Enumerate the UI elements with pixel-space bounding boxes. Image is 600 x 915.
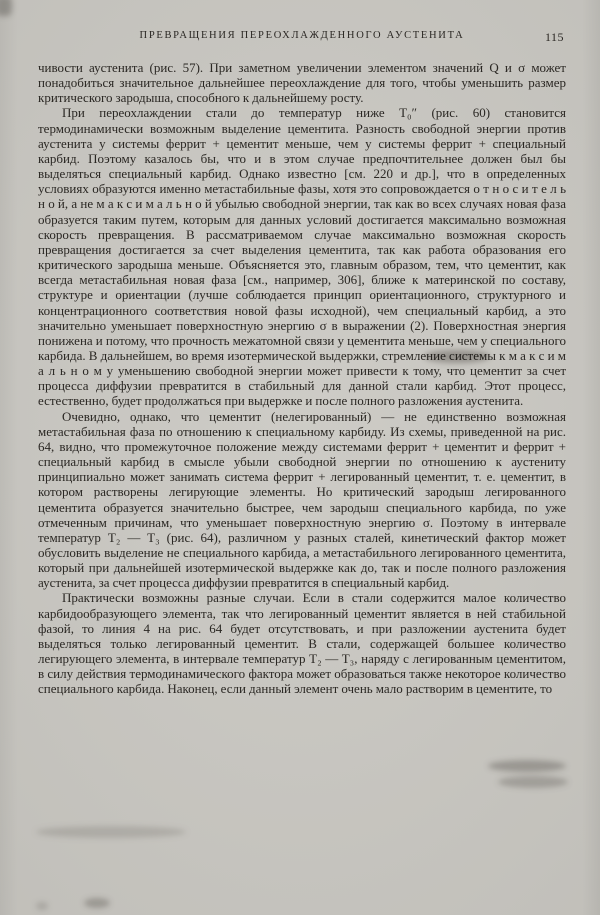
paragraph: Практически возможны разные случаи. Если в стали содержится малое количество карбидообразующего элемента, так что легированный цементит является в ней стабильной фазой, то линия 4 на рис. 64 будет отсутствовать, и при разложении аустенита будет выделяться только легированный цементит. В стали, содержащей большее количество легирующего элемента, в интервале температур T₂ — T₃, наряду с легированным цементитом, в силу действия термодинамического фактора может образоваться также некоторое количество специального карбида. Наконец, если данный элемент очень мало растворим в цементите, то — [38, 590, 566, 697]
paragraph-continuation: чивости аустенита (рис. 57). При заметном увеличении элементом значений Q и σ может понадобиться значительное дальнейшее переохлаждение для того, чтобы уменьшить размер критического зародыша, способного к дальнейшему росту. — [38, 60, 566, 106]
scan-artifact — [0, 0, 12, 16]
body-text — [38, 60, 566, 697]
scan-artifact — [84, 898, 110, 908]
running-head — [38, 30, 566, 46]
scan-artifact — [36, 902, 48, 910]
paragraph: Очевидно, однако, что цементит (нелегированный) — не единственно возможная метастабильная фаза по отношению к специальному карбиду. Из схемы, приведенной на рис. 64, видно, что промежуточное положение между системами феррит + цементит и феррит + специальный карбид в смысле убыли свободной энергии по отношению к аустениту принципиально может занимать система феррит + легированный цементит, т. е. цементит, в котором растворены легирующие элементы. Но критический зародыш легированного цементита образуется значительно быстрее, чем зародыш специального карбида, по уже отмеченным причинам, что уменьшает поверхностную энергию σ. Поэтому в интервале температур T₂ — T₃ (рис. 64), различном у разных сталей, кинетический фактор может обусловить выделение не специального карбида, а метастабильного легированного цементита, который при дальнейшей изотермической выдержке как до, так и после полного разложения аустенита, за счет процесса диффузии превратится в специальный карбид. — [38, 408, 566, 591]
scan-artifact — [498, 776, 568, 788]
running-head-title: ПРЕВРАЩЕНИЯ ПЕРЕОХЛАЖДЕННОГО АУСТЕНИТА — [139, 30, 465, 41]
paragraph: При переохлаждении стали до температур ниже T₀″ (рис. 60) становится термодинамически возможным выделение цементита. Разность свободной энергии против аустенита у системы феррит + цементит меньше, чем у системы феррит + специальный карбид. Поэтому казалось бы, что и в этом случае предпочтительнее должен был бы выделяться специальный карбид. Однако известно [см. 220 и др.], что в определенных условиях образуются именно метастабильные фазы, хотя это сопровождается о т н о с и т е л ь н о й, а не м а к с и м а л ь н о й убылью свободной энергии, так как во всех случаях новая фаза образуется таким путем, которым для данных условий достигается максимально возможная скорость превращения. В рассматриваемом случае максимально возможная скорость превращения достигается за счет выделения цементита, так как работа образования его критического зародыша меньше. Объясняется это, главным образом, тем, что цементит, как всегда метастабильная новая фаза [см., например, 306], ближе к материнской по составу, структуре и ориентации (лучше соблюдается принцип ориентационного, структурного и концентрационного соответствия новой фазы исходной), чем специальный карбид, а это значительно уменьшает поверхностную энергию σ в выражении (2). Поверхностная энергия понижена и потому, что прочность межатомной связи у цементита меньше, чем у специального карбида. В дальнейшем, во время изотермической выдержки, стремление системы к м а к с и м а л ь н о м у уменьшению свободной энергии может привести к тому, что цементит за счет процесса диффузии превратится в стабильный для данной стали карбид. Этот процесс, естественно, будет продолжаться при выдержке и после полного разложения аустенита. — [38, 105, 566, 409]
scan-artifact — [488, 760, 566, 772]
scan-artifact — [36, 826, 186, 838]
page-number: 115 — [544, 30, 564, 44]
